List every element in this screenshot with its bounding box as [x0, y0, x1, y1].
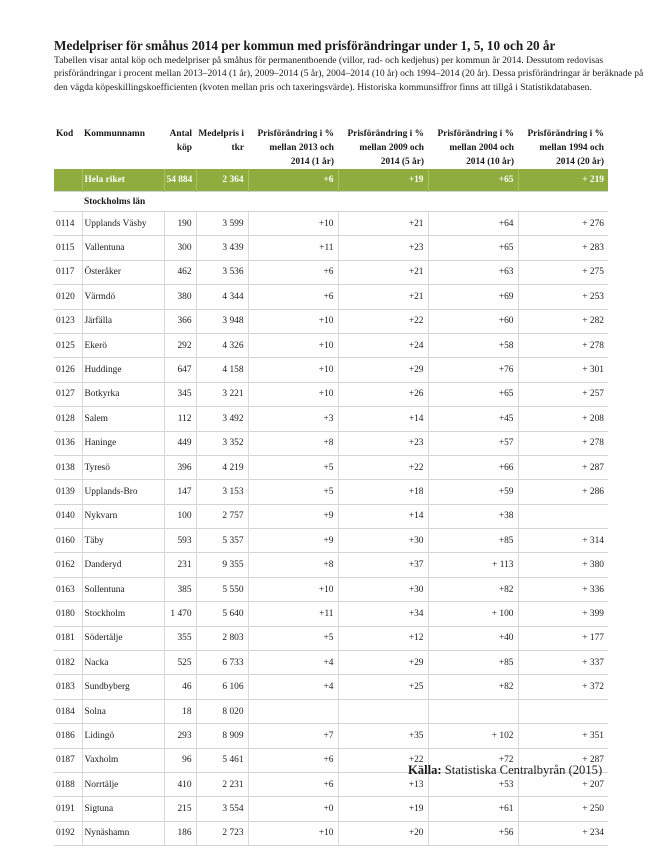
cell-kommunnamn: Upplands-Bro — [82, 480, 164, 504]
cell-empty — [338, 192, 428, 212]
cell-change-10yr: + 102 — [428, 724, 518, 748]
cell-change-1yr: +8 — [248, 553, 338, 577]
header-change-1yr: Prisförändring i % mellan 2013 och 2014 (1 år) — [257, 129, 334, 167]
cell-medelpris: 5 357 — [196, 529, 248, 553]
cell-change-5yr: +19 — [338, 169, 428, 192]
cell-change-10yr: +69 — [428, 285, 518, 309]
cell-change-1yr: +11 — [248, 602, 338, 626]
header-change-10yr: Prisförändring i % mellan 2004 och 2014 (10 år) — [437, 129, 514, 167]
cell-change-20yr: + 282 — [518, 309, 608, 333]
cell-antal-kop: 54 884 — [164, 169, 196, 192]
cell-change-20yr: + 257 — [518, 382, 608, 406]
cell-change-1yr: +5 — [248, 455, 338, 479]
cell-kod: 0181 — [54, 626, 82, 650]
cell-change-5yr: +35 — [338, 724, 428, 748]
table-row — [54, 675, 608, 699]
cell-empty — [196, 192, 248, 212]
cell-change-1yr: +6 — [248, 748, 338, 772]
cell-antal-kop: 112 — [164, 407, 196, 431]
cell-change-10yr: +64 — [428, 212, 518, 236]
cell-medelpris: 2 231 — [196, 772, 248, 796]
cell-kod: 0191 — [54, 797, 82, 821]
cell-change-20yr: + 301 — [518, 358, 608, 382]
cell-kommunnamn: Stockholm — [82, 602, 164, 626]
cell-change-5yr: +12 — [338, 626, 428, 650]
riket-row — [54, 169, 608, 192]
cell-kod: 0115 — [54, 236, 82, 260]
cell-antal-kop: 525 — [164, 651, 196, 675]
table-body — [54, 169, 608, 846]
cell-kod: 0117 — [54, 260, 82, 284]
cell-change-5yr: +23 — [338, 236, 428, 260]
cell-antal-kop: 396 — [164, 455, 196, 479]
cell-change-1yr: +10 — [248, 212, 338, 236]
cell-medelpris: 3 536 — [196, 260, 248, 284]
cell-kommunnamn: Vallentuna — [82, 236, 164, 260]
cell-change-10yr: +53 — [428, 772, 518, 796]
source-text: Statistiska Centralbyrån (2015) — [444, 763, 603, 777]
cell-kod — [54, 169, 82, 192]
cell-antal-kop: 300 — [164, 236, 196, 260]
cell-medelpris: 4 158 — [196, 358, 248, 382]
table-row — [54, 236, 608, 260]
cell-kommunnamn: Vaxholm — [82, 748, 164, 772]
lan-label: Stockholms län — [82, 192, 164, 212]
cell-kod — [54, 192, 82, 212]
table-row — [54, 797, 608, 821]
lan-row — [54, 192, 608, 212]
cell-kommunnamn: Salem — [82, 407, 164, 431]
cell-change-20yr: + 219 — [518, 169, 608, 192]
cell-change-5yr — [338, 699, 428, 723]
cell-change-20yr: + 337 — [518, 651, 608, 675]
cell-antal-kop: 190 — [164, 212, 196, 236]
cell-change-20yr: + 336 — [518, 577, 608, 601]
cell-change-5yr: +25 — [338, 675, 428, 699]
cell-change-20yr: + 207 — [518, 772, 608, 796]
cell-change-1yr — [248, 699, 338, 723]
cell-change-20yr: + 286 — [518, 480, 608, 504]
cell-change-5yr: +22 — [338, 748, 428, 772]
cell-change-5yr: +21 — [338, 260, 428, 284]
cell-change-1yr: +10 — [248, 333, 338, 357]
cell-medelpris: 5 550 — [196, 577, 248, 601]
cell-change-1yr: +10 — [248, 382, 338, 406]
cell-empty — [428, 192, 518, 212]
cell-kod: 0139 — [54, 480, 82, 504]
cell-change-20yr: + 275 — [518, 260, 608, 284]
cell-change-10yr: +63 — [428, 260, 518, 284]
cell-change-20yr: + 253 — [518, 285, 608, 309]
table-row — [54, 455, 608, 479]
cell-medelpris: 5 461 — [196, 748, 248, 772]
page-title: Medelpriser för småhus 2014 per kommun med prisförändringar under 1, 5, 10 och 20 år — [54, 38, 556, 53]
cell-kommunnamn: Norrtälje — [82, 772, 164, 796]
cell-kod: 0186 — [54, 724, 82, 748]
cell-antal-kop: 231 — [164, 553, 196, 577]
cell-change-20yr: + 399 — [518, 602, 608, 626]
cell-change-20yr — [518, 699, 608, 723]
cell-change-10yr: +59 — [428, 480, 518, 504]
header-change-20yr: Prisförändring i % mellan 1994 och 2014 (20 år) — [527, 129, 604, 167]
cell-change-10yr: +76 — [428, 358, 518, 382]
cell-change-20yr: + 372 — [518, 675, 608, 699]
cell-change-1yr: +10 — [248, 821, 338, 845]
cell-change-1yr: +9 — [248, 504, 338, 528]
cell-change-5yr: +14 — [338, 504, 428, 528]
cell-medelpris: 8 020 — [196, 699, 248, 723]
cell-empty — [248, 192, 338, 212]
cell-change-20yr: + 278 — [518, 431, 608, 455]
cell-change-1yr: +0 — [248, 797, 338, 821]
cell-change-10yr: +65 — [428, 236, 518, 260]
cell-kommunnamn: Södertälje — [82, 626, 164, 650]
cell-change-10yr: +60 — [428, 309, 518, 333]
cell-change-20yr: + 234 — [518, 821, 608, 845]
table-row — [54, 407, 608, 431]
cell-change-1yr: +4 — [248, 675, 338, 699]
cell-change-1yr: +11 — [248, 236, 338, 260]
table-row — [54, 724, 608, 748]
cell-change-10yr: + 113 — [428, 553, 518, 577]
cell-medelpris: 9 355 — [196, 553, 248, 577]
table-row — [54, 358, 608, 382]
cell-kod: 0192 — [54, 821, 82, 845]
cell-change-20yr: + 208 — [518, 407, 608, 431]
cell-change-5yr: +18 — [338, 480, 428, 504]
table-row — [54, 309, 608, 333]
cell-medelpris: 6 733 — [196, 651, 248, 675]
cell-medelpris: 3 599 — [196, 212, 248, 236]
cell-kod: 0188 — [54, 772, 82, 796]
cell-kod: 0184 — [54, 699, 82, 723]
cell-change-10yr: + 100 — [428, 602, 518, 626]
cell-kod: 0187 — [54, 748, 82, 772]
cell-medelpris: 3 153 — [196, 480, 248, 504]
cell-change-5yr: +22 — [338, 455, 428, 479]
cell-change-5yr: +21 — [338, 212, 428, 236]
table-row — [54, 382, 608, 406]
cell-change-1yr: +5 — [248, 480, 338, 504]
header-change-5yr: Prisförändring i % mellan 2009 och 2014 (5 år) — [347, 129, 424, 167]
cell-antal-kop: 410 — [164, 772, 196, 796]
table-row — [54, 602, 608, 626]
header-antal-kop: Antal köp — [169, 129, 192, 153]
cell-antal-kop: 186 — [164, 821, 196, 845]
cell-kod: 0123 — [54, 309, 82, 333]
cell-medelpris: 3 221 — [196, 382, 248, 406]
cell-medelpris: 3 492 — [196, 407, 248, 431]
cell-change-10yr: +58 — [428, 333, 518, 357]
table-row — [54, 529, 608, 553]
cell-antal-kop: 380 — [164, 285, 196, 309]
cell-kod: 0182 — [54, 651, 82, 675]
cell-kommunnamn: Botkyrka — [82, 382, 164, 406]
cell-change-1yr: +10 — [248, 358, 338, 382]
cell-kommunnamn: Täby — [82, 529, 164, 553]
cell-change-20yr: + 287 — [518, 455, 608, 479]
cell-medelpris: 2 757 — [196, 504, 248, 528]
cell-change-20yr: + 380 — [518, 553, 608, 577]
cell-change-5yr: +13 — [338, 772, 428, 796]
cell-kod: 0160 — [54, 529, 82, 553]
cell-kod: 0114 — [54, 212, 82, 236]
cell-kommunnamn: Solna — [82, 699, 164, 723]
cell-antal-kop: 215 — [164, 797, 196, 821]
cell-change-20yr: + 177 — [518, 626, 608, 650]
cell-antal-kop: 593 — [164, 529, 196, 553]
cell-antal-kop: 1 470 — [164, 602, 196, 626]
cell-change-10yr: +65 — [428, 169, 518, 192]
cell-empty — [518, 192, 608, 212]
table-row — [54, 504, 608, 528]
cell-change-5yr: +29 — [338, 651, 428, 675]
cell-kod: 0180 — [54, 602, 82, 626]
cell-medelpris: 3 948 — [196, 309, 248, 333]
cell-kommunnamn: Nynäshamn — [82, 821, 164, 845]
header-row — [54, 122, 608, 169]
cell-change-1yr: +10 — [248, 577, 338, 601]
cell-change-1yr: +7 — [248, 724, 338, 748]
cell-kommunnamn: Lidingö — [82, 724, 164, 748]
table-row — [54, 431, 608, 455]
cell-change-10yr: +85 — [428, 529, 518, 553]
cell-change-20yr: + 276 — [518, 212, 608, 236]
header-kommunnamn: Kommunnamn — [84, 129, 145, 139]
cell-change-5yr: +30 — [338, 529, 428, 553]
cell-change-5yr: +23 — [338, 431, 428, 455]
cell-kommunnamn: Danderyd — [82, 553, 164, 577]
cell-change-5yr: +21 — [338, 285, 428, 309]
cell-kommunnamn: Österåker — [82, 260, 164, 284]
cell-medelpris: 5 640 — [196, 602, 248, 626]
cell-change-20yr: + 351 — [518, 724, 608, 748]
table-row — [54, 651, 608, 675]
cell-kommunnamn: Upplands Väsby — [82, 212, 164, 236]
cell-kommunnamn: Värmdö — [82, 285, 164, 309]
cell-change-5yr: +14 — [338, 407, 428, 431]
cell-kod: 0136 — [54, 431, 82, 455]
source-label: Källa: — [408, 763, 442, 777]
cell-change-10yr: +61 — [428, 797, 518, 821]
cell-change-1yr: +5 — [248, 626, 338, 650]
cell-antal-kop: 462 — [164, 260, 196, 284]
table-row — [54, 212, 608, 236]
cell-antal-kop: 385 — [164, 577, 196, 601]
cell-change-1yr: +3 — [248, 407, 338, 431]
cell-antal-kop: 292 — [164, 333, 196, 357]
cell-antal-kop: 18 — [164, 699, 196, 723]
table-row — [54, 626, 608, 650]
cell-antal-kop: 96 — [164, 748, 196, 772]
cell-change-10yr: +38 — [428, 504, 518, 528]
cell-kommunnamn: Huddinge — [82, 358, 164, 382]
cell-change-1yr: +4 — [248, 651, 338, 675]
cell-kommunnamn: Haninge — [82, 431, 164, 455]
cell-change-10yr: +40 — [428, 626, 518, 650]
cell-kommunnamn: Nacka — [82, 651, 164, 675]
cell-kod: 0125 — [54, 333, 82, 357]
cell-kommunnamn: Sundbyberg — [82, 675, 164, 699]
cell-kommunnamn: Sollentuna — [82, 577, 164, 601]
table-row — [54, 821, 608, 845]
table-row — [54, 577, 608, 601]
cell-antal-kop: 100 — [164, 504, 196, 528]
cell-kod: 0163 — [54, 577, 82, 601]
cell-medelpris: 4 344 — [196, 285, 248, 309]
cell-kod: 0126 — [54, 358, 82, 382]
cell-change-5yr: +30 — [338, 577, 428, 601]
table-row — [54, 699, 608, 723]
source-note — [408, 763, 602, 778]
cell-kod: 0138 — [54, 455, 82, 479]
cell-kod: 0140 — [54, 504, 82, 528]
cell-change-1yr: +6 — [248, 285, 338, 309]
cell-change-10yr: +57 — [428, 431, 518, 455]
cell-medelpris: 4 326 — [196, 333, 248, 357]
table-row — [54, 553, 608, 577]
cell-medelpris: 3 439 — [196, 236, 248, 260]
cell-antal-kop: 366 — [164, 309, 196, 333]
cell-change-10yr: +82 — [428, 675, 518, 699]
cell-medelpris: 3 352 — [196, 431, 248, 455]
cell-kod: 0162 — [54, 553, 82, 577]
table-row — [54, 333, 608, 357]
cell-kod: 0127 — [54, 382, 82, 406]
cell-change-5yr: +37 — [338, 553, 428, 577]
cell-kommunnamn: Hela riket — [82, 169, 164, 192]
cell-change-10yr — [428, 699, 518, 723]
cell-change-5yr: +26 — [338, 382, 428, 406]
cell-change-5yr: +19 — [338, 797, 428, 821]
header-kod: Kod — [56, 129, 74, 139]
cell-change-1yr: +8 — [248, 431, 338, 455]
cell-antal-kop: 147 — [164, 480, 196, 504]
cell-medelpris: 6 106 — [196, 675, 248, 699]
cell-change-10yr: +45 — [428, 407, 518, 431]
header-medelpris: Medelpris i tkr — [198, 129, 244, 153]
cell-change-1yr: +6 — [248, 772, 338, 796]
cell-change-20yr: + 250 — [518, 797, 608, 821]
cell-change-1yr: +6 — [248, 169, 338, 192]
cell-kommunnamn: Ekerö — [82, 333, 164, 357]
cell-medelpris: 2 364 — [196, 169, 248, 192]
cell-medelpris: 2 803 — [196, 626, 248, 650]
cell-change-1yr: +6 — [248, 260, 338, 284]
cell-change-20yr: + 278 — [518, 333, 608, 357]
cell-change-5yr: +29 — [338, 358, 428, 382]
cell-antal-kop: 293 — [164, 724, 196, 748]
cell-antal-kop: 449 — [164, 431, 196, 455]
cell-kommunnamn: Järfälla — [82, 309, 164, 333]
cell-change-10yr: +66 — [428, 455, 518, 479]
cell-medelpris: 2 723 — [196, 821, 248, 845]
cell-change-20yr: + 287 — [518, 748, 608, 772]
cell-kommunnamn: Sigtuna — [82, 797, 164, 821]
cell-kod: 0128 — [54, 407, 82, 431]
cell-change-10yr: +56 — [428, 821, 518, 845]
cell-kommunnamn: Tyresö — [82, 455, 164, 479]
cell-antal-kop: 355 — [164, 626, 196, 650]
cell-change-20yr: + 314 — [518, 529, 608, 553]
table-row — [54, 480, 608, 504]
cell-antal-kop: 46 — [164, 675, 196, 699]
cell-medelpris: 3 554 — [196, 797, 248, 821]
cell-change-5yr: +34 — [338, 602, 428, 626]
cell-change-1yr: +9 — [248, 529, 338, 553]
cell-change-20yr — [518, 504, 608, 528]
cell-empty — [164, 192, 196, 212]
cell-change-10yr: +72 — [428, 748, 518, 772]
cell-change-5yr: +22 — [338, 309, 428, 333]
cell-antal-kop: 345 — [164, 382, 196, 406]
cell-change-20yr: + 283 — [518, 236, 608, 260]
cell-change-1yr: +10 — [248, 309, 338, 333]
cell-kod: 0120 — [54, 285, 82, 309]
table-row — [54, 285, 608, 309]
cell-medelpris: 8 909 — [196, 724, 248, 748]
cell-medelpris: 4 219 — [196, 455, 248, 479]
table-row — [54, 260, 608, 284]
cell-change-10yr: +82 — [428, 577, 518, 601]
cell-change-10yr: +85 — [428, 651, 518, 675]
price-table — [54, 122, 608, 846]
cell-kod: 0183 — [54, 675, 82, 699]
table-description: Tabellen visar antal köp och medelpriser på småhus för permanentboende (villor, rad- och kedjehus) per kommun år 2014. Dessutom redovisas prisförändringar i procent mellan 2013–2014 (1 år), 2009–2014 (5 år), 2004–2014 (10 år) och 1994–2014 (20 år). Dessa prisförändringar är beräknade på den vägda köpeskillingskoefficienten (kvoten mellan pris och taxeringsvärde). Historiska kommunsiffror finns att tillgå i Statistikdatabasen. — [54, 55, 644, 93]
cell-change-5yr: +20 — [338, 821, 428, 845]
cell-kommunnamn: Nykvarn — [82, 504, 164, 528]
cell-change-10yr: +65 — [428, 382, 518, 406]
cell-antal-kop: 647 — [164, 358, 196, 382]
cell-change-5yr: +24 — [338, 333, 428, 357]
